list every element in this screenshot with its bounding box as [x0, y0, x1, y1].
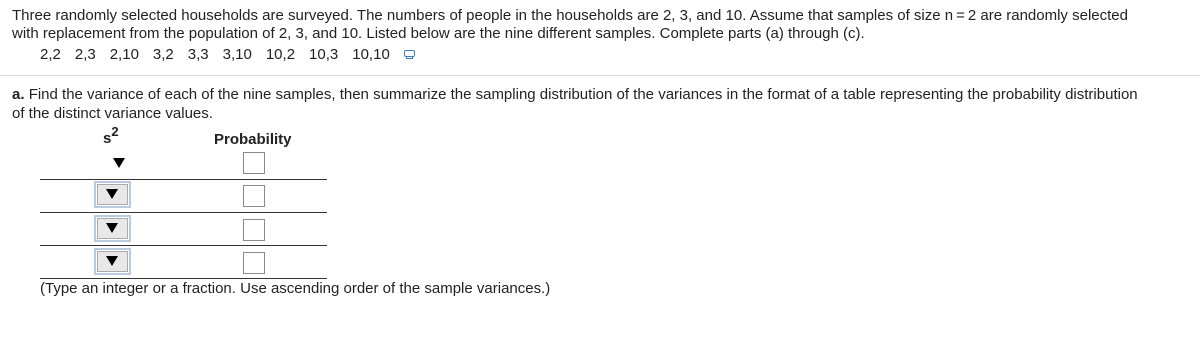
part-a-line-1 — [12, 85, 1138, 104]
variance-dropdown-row-1[interactable] — [102, 150, 139, 177]
variance-exponent: 2 — [111, 124, 119, 139]
sample-item: 2,2 — [40, 46, 61, 63]
dropdown-arrow-icon — [106, 256, 118, 266]
sample-item: 10,3 — [309, 46, 339, 63]
dropdown-arrow-icon — [113, 158, 125, 168]
sample-item: 3,3 — [187, 46, 209, 63]
copy-icon[interactable] — [404, 50, 416, 59]
table-row-divider — [40, 245, 327, 246]
probability-input-row-4[interactable] — [243, 252, 265, 274]
sample-item: 3,10 — [222, 46, 252, 63]
sample-item: 2,10 — [109, 46, 139, 63]
variance-column-header — [103, 124, 119, 147]
dropdown-arrow-icon — [106, 223, 118, 233]
intro-text-line-1: Three randomly selected households are surveyed. The numbers of people in the households are 2, 3, and 10. Assume that samples of size n = 2 are randomly selected — [12, 7, 1128, 24]
variance-dropdown-row-4[interactable] — [94, 248, 131, 275]
part-a-line-2: of the distinct variance values. — [12, 105, 213, 122]
sample-item: 10,10 — [352, 46, 390, 63]
probability-input-row-1[interactable] — [243, 152, 265, 174]
samples-list — [40, 46, 416, 63]
probability-input-row-2[interactable] — [243, 185, 265, 207]
sample-item: 3,2 — [152, 46, 174, 63]
table-row-divider — [40, 212, 327, 213]
table-bottom-border — [40, 278, 327, 279]
variance-dropdown-row-3[interactable] — [94, 215, 131, 242]
variance-dropdown-row-2[interactable] — [94, 181, 131, 208]
answer-format-hint: (Type an integer or a fraction. Use ascending order of the sample variances.) — [40, 280, 551, 297]
sample-item: 10,2 — [265, 46, 296, 63]
part-a-label: a. — [12, 86, 25, 103]
probability-column-header: Probability — [214, 131, 292, 148]
dropdown-arrow-icon — [106, 189, 118, 199]
table-row-divider — [40, 179, 327, 180]
probability-input-row-3[interactable] — [243, 219, 265, 241]
section-divider — [0, 75, 1200, 76]
sample-item: 2,3 — [74, 46, 96, 63]
part-a-question: Find the variance of each of the nine samples, then summarize the sampling distribution of the variances in the format of a table representing the probability distribution — [28, 86, 1138, 103]
intro-text-line-2: with replacement from the population of 2, 3, and 10. Listed below are the nine different samples. Complete parts (a) through (c). — [12, 25, 865, 42]
variance-symbol: s — [103, 130, 112, 147]
